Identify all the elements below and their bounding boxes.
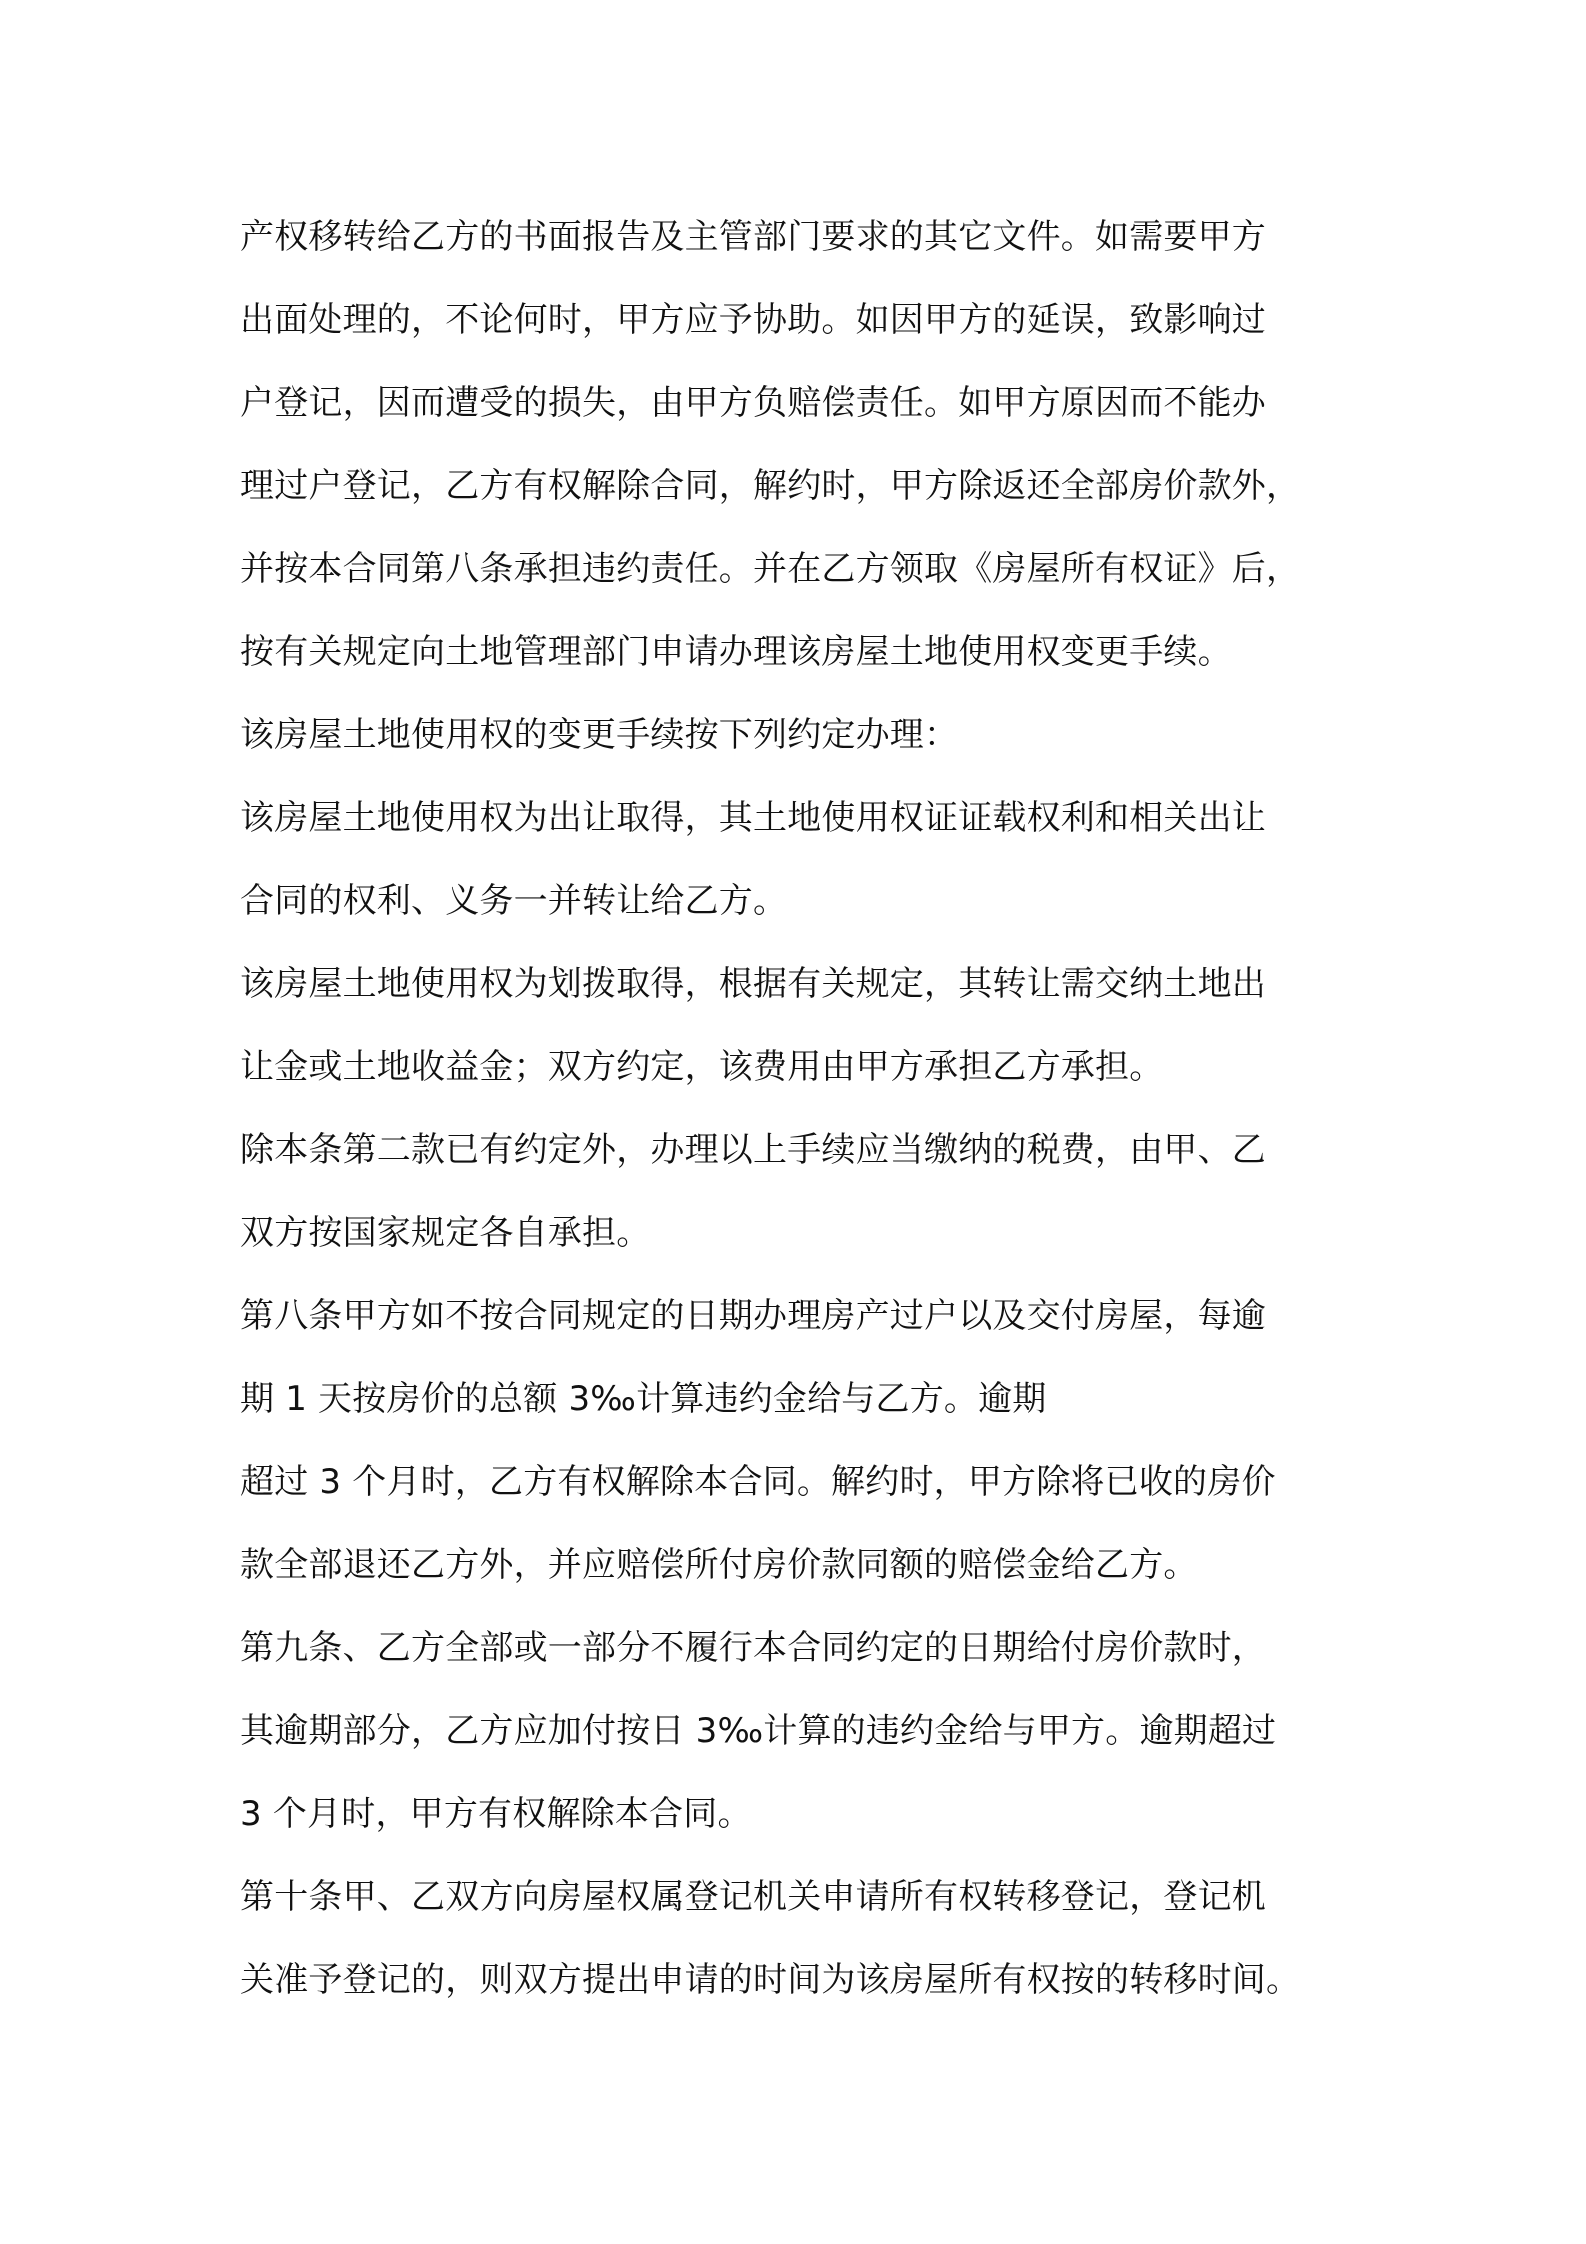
text-line-5: 并按本合同第八条承担违约责任。并在乙方领取《房屋所有权证》后， (240, 549, 1301, 589)
text-line-20: 3 个月时，甲方有权解除本合同。 (240, 1794, 752, 1834)
text-line-3: 户登记，因而遭受的损失，由甲方负赔偿责任。如甲方原因而不能办 (240, 383, 1266, 423)
text-line-16: 超过 3 个月时，乙方有权解除本合同。解约时，甲方除将已收的房价 (240, 1462, 1276, 1502)
text-line-2: 出面处理的，不论何时，甲方应予协助。如因甲方的延误，致影响过 (240, 300, 1266, 340)
text-line-19: 其逾期部分，乙方应加付按日 3‰计算的违约金给与甲方。逾期超过 (240, 1711, 1277, 1751)
text-line-17: 款全部退还乙方外，并应赔偿所付房价款同额的赔偿金给乙方。 (240, 1545, 1198, 1585)
text-line-21: 第十条甲、乙双方向房屋权属登记机关申请所有权转移登记，登记机 (240, 1877, 1266, 1917)
text-line-4: 理过户登记，乙方有权解除合同，解约时，甲方除返还全部房价款外， (240, 466, 1301, 506)
text-line-14: 第八条甲方如不按合同规定的日期办理房产过户以及交付房屋，每逾 (240, 1296, 1266, 1336)
text-line-15: 期 1 天按房价的总额 3‰计算违约金给与乙方。逾期 (240, 1379, 1047, 1419)
text-line-22: 关准予登记的，则双方提出申请的时间为该房屋所有权按的转移时间。 (240, 1960, 1301, 2000)
text-line-9: 合同的权利、义务一并转让给乙方。 (240, 881, 788, 921)
text-line-8: 该房屋土地使用权为出让取得，其土地使用权证证载权利和相关出让 (240, 798, 1266, 838)
text-line-6: 按有关规定向土地管理部门申请办理该房屋土地使用权变更手续。 (240, 632, 1232, 672)
contract-text-body (240, 196, 1370, 2022)
text-line-11: 让金或土地收益金；双方约定，该费用由甲方承担乙方承担。 (240, 1047, 1164, 1087)
text-line-13: 双方按国家规定各自承担。 (240, 1213, 651, 1253)
text-line-10: 该房屋土地使用权为划拨取得，根据有关规定，其转让需交纳土地出 (240, 964, 1266, 1004)
text-line-12: 除本条第二款已有约定外，办理以上手续应当缴纳的税费，由甲、乙 (240, 1130, 1266, 1170)
text-line-18: 第九条、乙方全部或一部分不履行本合同约定的日期给付房价款时， (240, 1628, 1266, 1668)
text-line-7: 该房屋土地使用权的变更手续按下列约定办理： (240, 715, 959, 755)
text-line-1: 产权移转给乙方的书面报告及主管部门要求的其它文件。如需要甲方 (240, 217, 1266, 257)
